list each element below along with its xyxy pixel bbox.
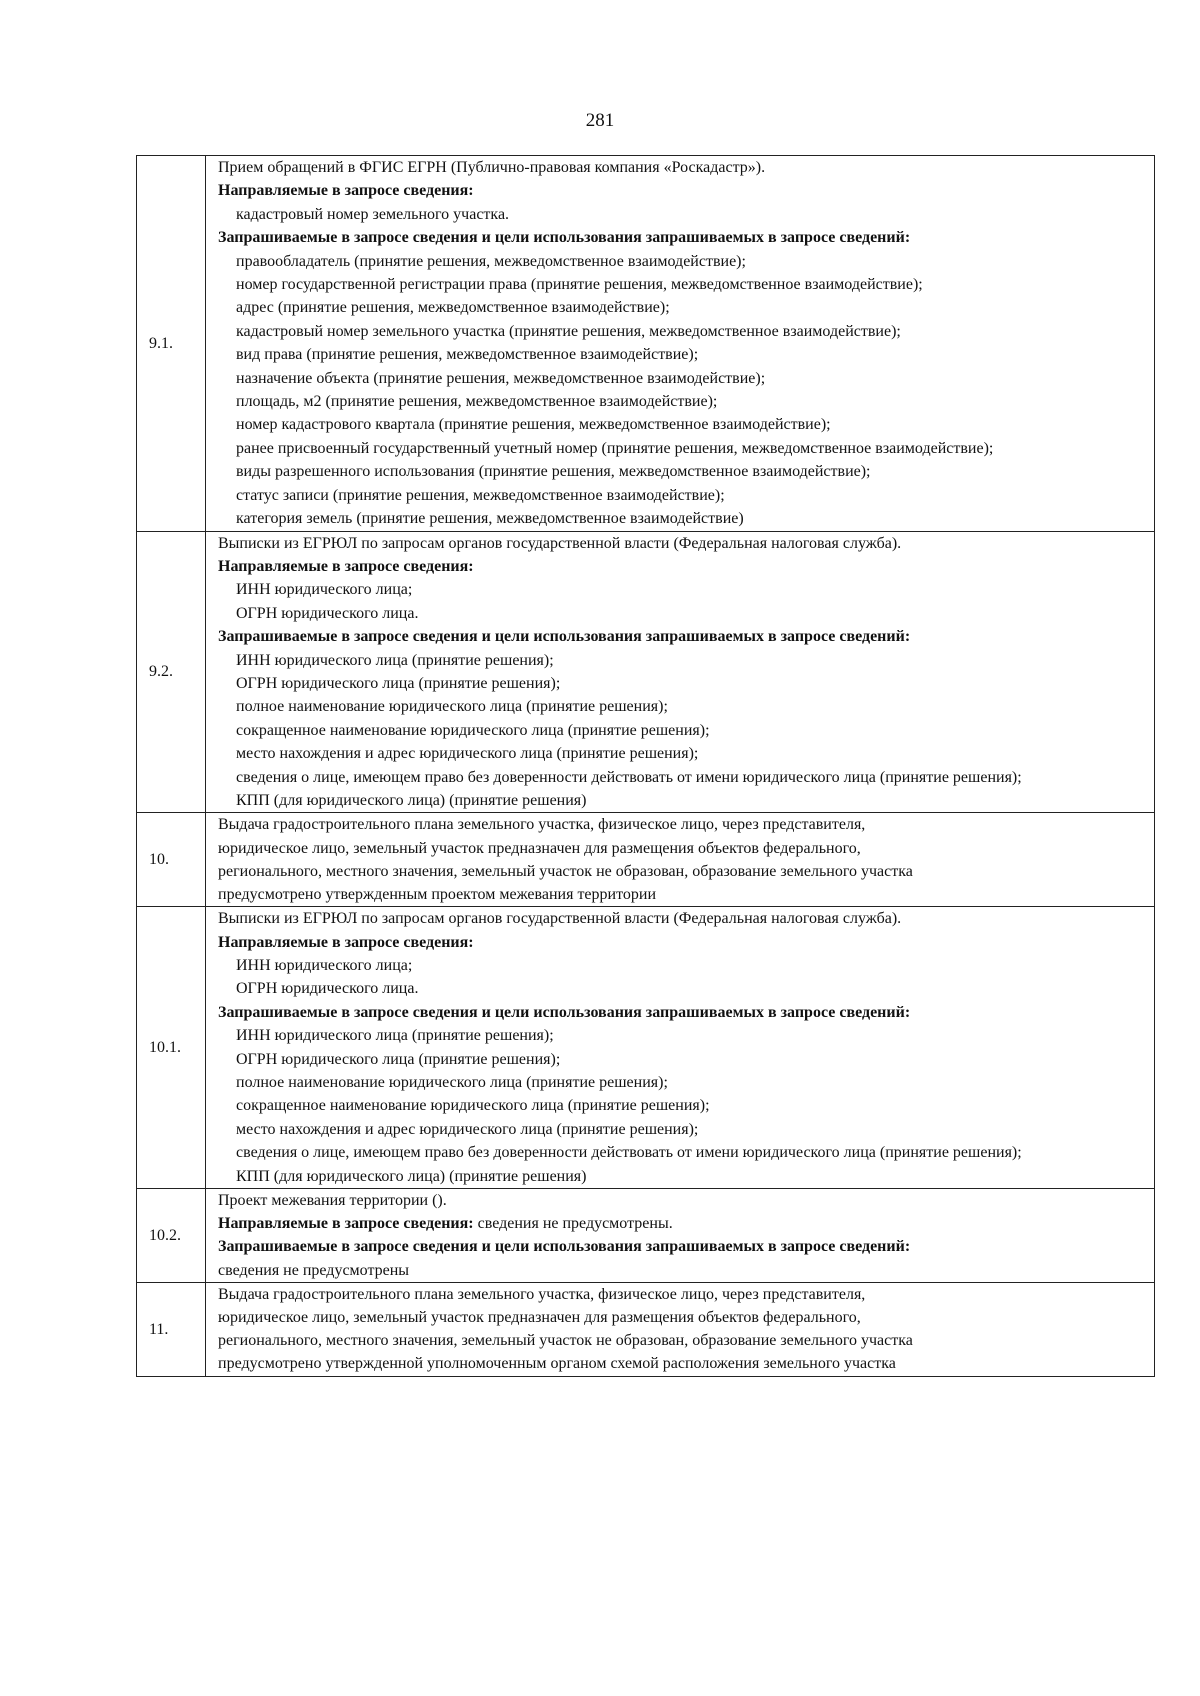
line-text: место нахождения и адрес юридического лица (принятие решения); xyxy=(236,1120,699,1138)
line-text: правообладатель (принятие решения, межведомственное взаимодействие); xyxy=(236,252,746,270)
row-content xyxy=(206,156,1155,532)
content-line xyxy=(218,766,1150,789)
content-line xyxy=(218,1259,1150,1282)
row-number: 9.2. xyxy=(137,531,206,813)
content-line xyxy=(218,413,1150,436)
row-number: 10. xyxy=(137,813,206,907)
content-line xyxy=(218,649,1150,672)
line-text: ИНН юридического лица; xyxy=(236,581,413,599)
content-line xyxy=(218,343,1150,366)
line-text: Прием обращений в ФГИС ЕГРН (Публично-правовая компания «Роскадастр»). xyxy=(218,159,766,176)
content-line xyxy=(218,1048,1150,1071)
line-text: кадастровый номер земельного участка (принятие решения, межведомственное взаимодействие); xyxy=(236,322,901,340)
content-line xyxy=(218,1306,1150,1329)
content-line xyxy=(218,602,1150,625)
line-text: номер государственной регистрации права (принятие решения, межведомственное взаимодействие); xyxy=(236,276,923,294)
line-text: Запрашиваемые в запросе сведения и цели использования запрашиваемых в запросе сведений: xyxy=(218,628,911,646)
line-text: Проект межевания территории (). xyxy=(218,1192,447,1210)
row-content xyxy=(206,531,1155,813)
content-line xyxy=(218,860,1150,883)
line-text: кадастровый номер земельного участка. xyxy=(236,205,510,223)
content-line xyxy=(218,1118,1150,1141)
content-line xyxy=(218,250,1150,273)
table-row xyxy=(137,1189,1155,1283)
section-heading xyxy=(218,226,1150,249)
row-number: 10.1. xyxy=(137,907,206,1189)
content-line xyxy=(218,1352,1150,1375)
row-number: 9.1. xyxy=(137,156,206,532)
content-line xyxy=(218,695,1150,718)
section-heading xyxy=(218,1001,1150,1024)
line-text: сведения о лице, имеющем право без доверенности действовать от имени юридического лица (принятие решения); xyxy=(236,768,1022,786)
table-row xyxy=(137,1282,1155,1376)
content-line xyxy=(218,1283,1150,1306)
line-text: Выдача градостроительного плана земельного участка, физическое лицо, через представителя, xyxy=(218,816,866,834)
content-line xyxy=(218,789,1150,812)
section-heading xyxy=(218,555,1150,578)
content-line xyxy=(218,719,1150,742)
content-line xyxy=(218,203,1150,226)
line-text: сведения не предусмотрены xyxy=(218,1261,410,1279)
content-line xyxy=(218,1024,1150,1047)
line-text: номер кадастрового квартала (принятие решения, межведомственное взаимодействие); xyxy=(236,416,831,434)
row-content xyxy=(206,907,1155,1189)
line-text: ОГРН юридического лица (принятие решения); xyxy=(236,674,561,692)
line-tail: сведения не предусмотрены. xyxy=(473,1215,673,1233)
content-line xyxy=(218,837,1150,860)
line-text: Запрашиваемые в запросе сведения и цели использования запрашиваемых в запросе сведений: xyxy=(218,1003,911,1021)
row-content xyxy=(206,1282,1155,1376)
content-line xyxy=(218,532,1150,555)
content-line xyxy=(218,367,1150,390)
content-line xyxy=(218,156,1150,179)
section-heading xyxy=(218,931,1150,954)
content-line xyxy=(218,578,1150,601)
line-text: ОГРН юридического лица. xyxy=(236,980,419,998)
line-text: Запрашиваемые в запросе сведения и цели использования запрашиваемых в запросе сведений: xyxy=(218,229,911,247)
content-line xyxy=(218,484,1150,507)
section-heading xyxy=(218,1235,1150,1258)
content-line xyxy=(218,507,1150,530)
content-line xyxy=(218,1094,1150,1117)
section-heading xyxy=(218,179,1150,202)
row-content xyxy=(206,1189,1155,1283)
content-line xyxy=(218,813,1150,836)
line-text: Направляемые в запросе сведения: xyxy=(218,557,474,575)
line-text: полное наименование юридического лица (принятие решения); xyxy=(236,1074,668,1092)
line-text: Выдача градостроительного плана земельного участка, физическое лицо, через представителя, xyxy=(218,1285,866,1303)
content-line xyxy=(218,320,1150,343)
row-number: 11. xyxy=(137,1282,206,1376)
line-text: назначение объекта (принятие решения, межведомственное взаимодействие); xyxy=(236,369,766,387)
line-text: адрес (принятие решения, межведомственное взаимодействие); xyxy=(236,299,670,317)
line-text: предусмотрено утвержденной уполномоченным органом схемой расположения земельного участка xyxy=(218,1355,896,1373)
line-text: КПП (для юридического лица) (принятие решения) xyxy=(236,791,587,809)
content-line xyxy=(218,296,1150,319)
row-content xyxy=(206,813,1155,907)
line-text: статус записи (принятие решения, межведомственное взаимодействие); xyxy=(236,486,725,504)
line-text: категория земель (принятие решения, межведомственное взаимодействие) xyxy=(236,510,744,528)
line-text: виды разрешенного использования (принятие решения, межведомственное взаимодействие); xyxy=(236,463,871,481)
line-text: Направляемые в запросе сведения: xyxy=(218,933,474,951)
line-text: место нахождения и адрес юридического лица (принятие решения); xyxy=(236,745,699,763)
line-text: Выписки из ЕГРЮЛ по запросам органов государственной власти (Федеральная налоговая служба). xyxy=(218,910,902,928)
line-text: предусмотрено утвержденным проектом межевания территории xyxy=(218,885,656,903)
content-line xyxy=(218,977,1150,1000)
line-text: регионального, местного значения, земельный участок не образован, образование земельного участка xyxy=(218,862,913,880)
content-line xyxy=(218,390,1150,413)
content-line xyxy=(218,1071,1150,1094)
section-heading xyxy=(218,625,1150,648)
table-row xyxy=(137,813,1155,907)
line-text: Запрашиваемые в запросе сведения и цели использования запрашиваемых в запросе сведений: xyxy=(218,1238,911,1256)
content-line xyxy=(218,460,1150,483)
table-row xyxy=(137,156,1155,532)
line-text: полное наименование юридического лица (принятие решения); xyxy=(236,698,668,716)
content-line xyxy=(218,1141,1150,1164)
section-heading xyxy=(218,1212,1150,1235)
content-line xyxy=(218,742,1150,765)
line-text: ОГРН юридического лица (принятие решения); xyxy=(236,1050,561,1068)
requests-table xyxy=(136,155,1155,1377)
page-number: 281 xyxy=(585,110,615,131)
content-line xyxy=(218,437,1150,460)
row-number: 10.2. xyxy=(137,1189,206,1283)
line-text: сокращенное наименование юридического лица (принятие решения); xyxy=(236,721,710,739)
table-row xyxy=(137,907,1155,1189)
line-text: площадь, м2 (принятие решения, межведомственное взаимодействие); xyxy=(236,393,718,411)
line-text: вид права (принятие решения, межведомственное взаимодействие); xyxy=(236,346,699,364)
line-text: Направляемые в запросе сведения: xyxy=(218,1215,474,1233)
line-text: КПП (для юридического лица) (принятие решения) xyxy=(236,1167,587,1185)
content-line xyxy=(218,1189,1150,1212)
content-line xyxy=(218,954,1150,977)
line-text: регионального, местного значения, земельный участок не образован, образование земельного участка xyxy=(218,1332,913,1350)
content-line xyxy=(218,1329,1150,1352)
table-row xyxy=(137,531,1155,813)
line-text: юридическое лицо, земельный участок предназначен для размещения объектов федерального, xyxy=(218,1309,861,1327)
line-text: Выписки из ЕГРЮЛ по запросам органов государственной власти (Федеральная налоговая служба). xyxy=(218,534,902,552)
line-text: сокращенное наименование юридического лица (принятие решения); xyxy=(236,1097,710,1115)
line-text: ОГРН юридического лица. xyxy=(236,604,419,622)
line-text: ИНН юридического лица (принятие решения); xyxy=(236,1027,554,1045)
line-text: сведения о лице, имеющем право без доверенности действовать от имени юридического лица (принятие решения); xyxy=(236,1144,1022,1162)
line-text: ИНН юридического лица; xyxy=(236,957,413,974)
content-line xyxy=(218,273,1150,296)
content-line xyxy=(218,1165,1150,1188)
line-text: ранее присвоенный государственный учетный номер (принятие решения, межведомственное взаимодействие); xyxy=(236,439,994,457)
content-line xyxy=(218,907,1150,930)
line-text: ИНН юридического лица (принятие решения); xyxy=(236,651,554,669)
content-line xyxy=(218,883,1150,906)
content-line xyxy=(218,672,1150,695)
line-text: юридическое лицо, земельный участок предназначен для размещения объектов федерального, xyxy=(218,839,861,857)
line-text: Направляемые в запросе сведения: xyxy=(218,182,474,200)
